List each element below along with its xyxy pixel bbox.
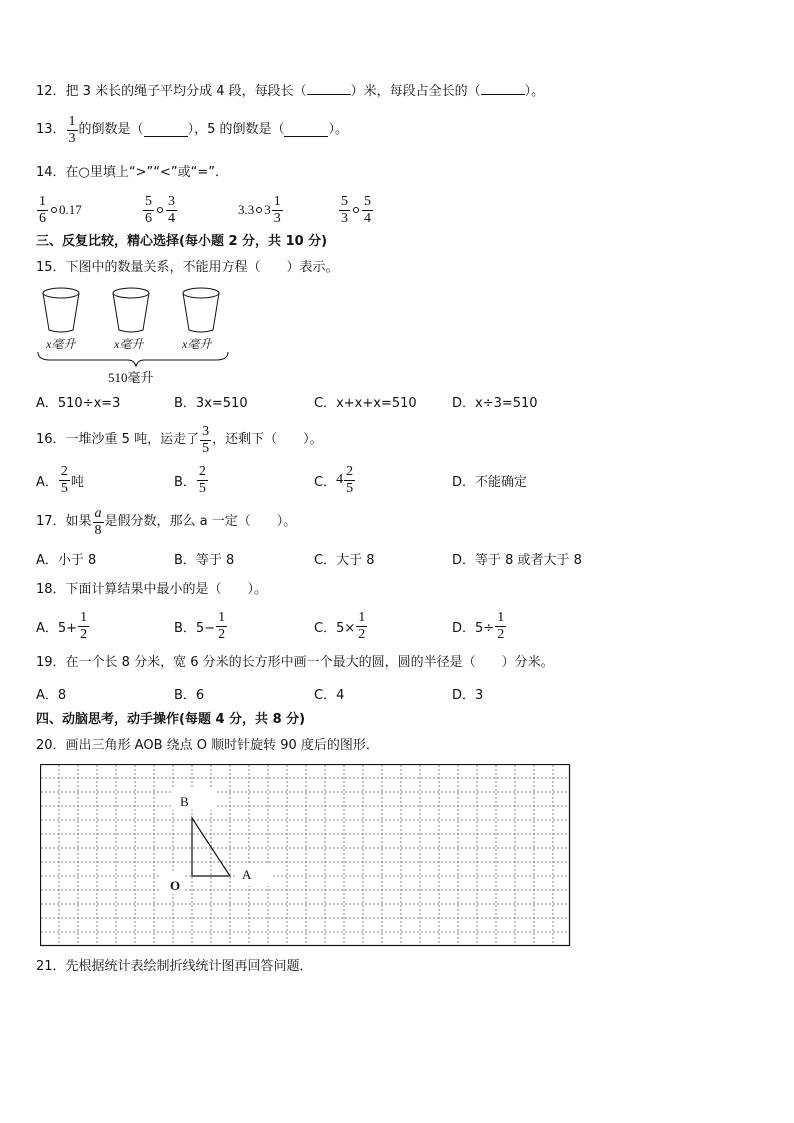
option-a[interactable]: A． $\frac{2}{5}$ 吨 — [36, 463, 84, 496]
compare-item-4: $\frac{5}{3}$ $\frac{5}{4}$ — [341, 193, 371, 226]
vertex-label-b: B — [180, 794, 189, 809]
compare-circle[interactable] — [353, 207, 359, 213]
option-d[interactable]: D．x÷3=510 — [452, 396, 538, 411]
question-16-options — [36, 462, 776, 498]
option-b[interactable]: B．6 — [174, 688, 205, 703]
cup-label: x毫升 — [182, 337, 212, 351]
option-d[interactable]: D．不能确定 — [452, 474, 528, 490]
option-b[interactable]: B．5− $\frac{1}{2}$ — [174, 609, 226, 642]
option-c[interactable]: C．4 — [314, 688, 345, 703]
section-4-heading: 四、动脑思考，动手操作(每题 4 分，共 8 分) — [36, 712, 306, 727]
question-21-stem: 21．先根据统计表绘制折线统计图再回答问题． — [36, 959, 313, 974]
option-c[interactable]: C．x+x+x=510 — [314, 396, 417, 411]
question-17-stem: 17．如果 $\frac{a}{8}$ 是假分数，那么 a 一定（ ）。 — [36, 505, 297, 538]
option-c[interactable]: C． 4 $\frac{2}{5}$ — [314, 463, 354, 496]
option-a[interactable]: A．小于 8 — [36, 553, 97, 568]
question-16-stem: 16．一堆沙重 5 吨，运走了 $\frac{3}{5}$ ，还剩下（ ）。 — [36, 423, 323, 456]
question-14-items — [36, 192, 776, 228]
question-18-stem: 18．下面计算结果中最小的是（ ）。 — [36, 582, 268, 597]
brace-shape — [38, 352, 228, 366]
total-label: 510毫升 — [108, 370, 154, 385]
option-a[interactable]: A．8 — [36, 688, 67, 703]
answer-blank[interactable] — [307, 82, 351, 95]
question-19-options — [36, 684, 776, 706]
cup-label: x毫升 — [46, 337, 76, 351]
cup-icon — [113, 288, 149, 332]
compare-item-1: $\frac{1}{6}$ 0.17 — [39, 193, 82, 226]
cups-diagram — [36, 282, 246, 390]
option-a[interactable]: A．5+ $\frac{1}{2}$ — [36, 609, 88, 642]
cup-label: x毫升 — [114, 337, 144, 351]
option-c[interactable]: C．5× $\frac{1}{2}$ — [314, 609, 366, 642]
question-13: 13． $\frac{1}{3}$ 的倒数是（ ），5 的倒数是（ ）。 — [36, 113, 348, 146]
option-d[interactable]: D．3 — [452, 688, 484, 703]
option-a[interactable]: A．510÷x=3 — [36, 396, 121, 411]
cup-icon — [183, 288, 219, 332]
answer-blank[interactable] — [481, 82, 525, 95]
option-d[interactable]: D．5÷ $\frac{1}{2}$ — [452, 609, 505, 642]
question-19-stem: 19．在一个长 8 分米，宽 6 分米的长方形中画一个最大的圆，圆的半径是（ ）分米。 — [36, 655, 554, 670]
option-b[interactable]: B．等于 8 — [174, 553, 235, 568]
answer-blank[interactable] — [144, 124, 188, 137]
grid-diagram — [40, 764, 571, 947]
section-3-heading: 三、反复比较，精心选择(每小题 2 分，共 10 分) — [36, 234, 328, 249]
option-b[interactable]: B．3x=510 — [174, 396, 248, 411]
compare-item-3: 3.3 3 $\frac{1}{3}$ — [238, 193, 281, 226]
question-12: 12．把 3 米长的绳子平均分成 4 段，每段长（ ）米，每段占全长的（ ）。 — [36, 84, 545, 99]
question-17-options — [36, 549, 776, 571]
label-mask — [172, 788, 216, 810]
vertex-label-o: O — [170, 878, 181, 893]
question-15-stem: 15．下图中的数量关系，不能用方程（ ）表示。 — [36, 260, 339, 275]
compare-circle[interactable] — [256, 207, 262, 213]
cup-icon — [43, 288, 79, 332]
question-14-stem: 14．在○里填上“>”“<”或“=”． — [36, 165, 228, 180]
question-20-stem: 20．画出三角形 AOB 绕点 O 顺时针旋转 90 度后的图形． — [36, 738, 379, 753]
question-18-options — [36, 608, 776, 644]
vertex-label-a: A — [242, 867, 252, 882]
compare-circle[interactable] — [157, 207, 163, 213]
answer-blank[interactable] — [284, 124, 328, 137]
option-d[interactable]: D．等于 8 或者大于 8 — [452, 553, 582, 568]
option-c[interactable]: C．大于 8 — [314, 553, 375, 568]
option-b[interactable]: B． $\frac{2}{5}$ — [174, 463, 206, 496]
compare-item-2: $\frac{5}{6}$ $\frac{3}{4}$ — [145, 193, 175, 226]
question-15-options — [36, 392, 776, 414]
fraction: $\frac{1}{3}$ — [68, 113, 76, 146]
compare-circle[interactable] — [51, 207, 57, 213]
